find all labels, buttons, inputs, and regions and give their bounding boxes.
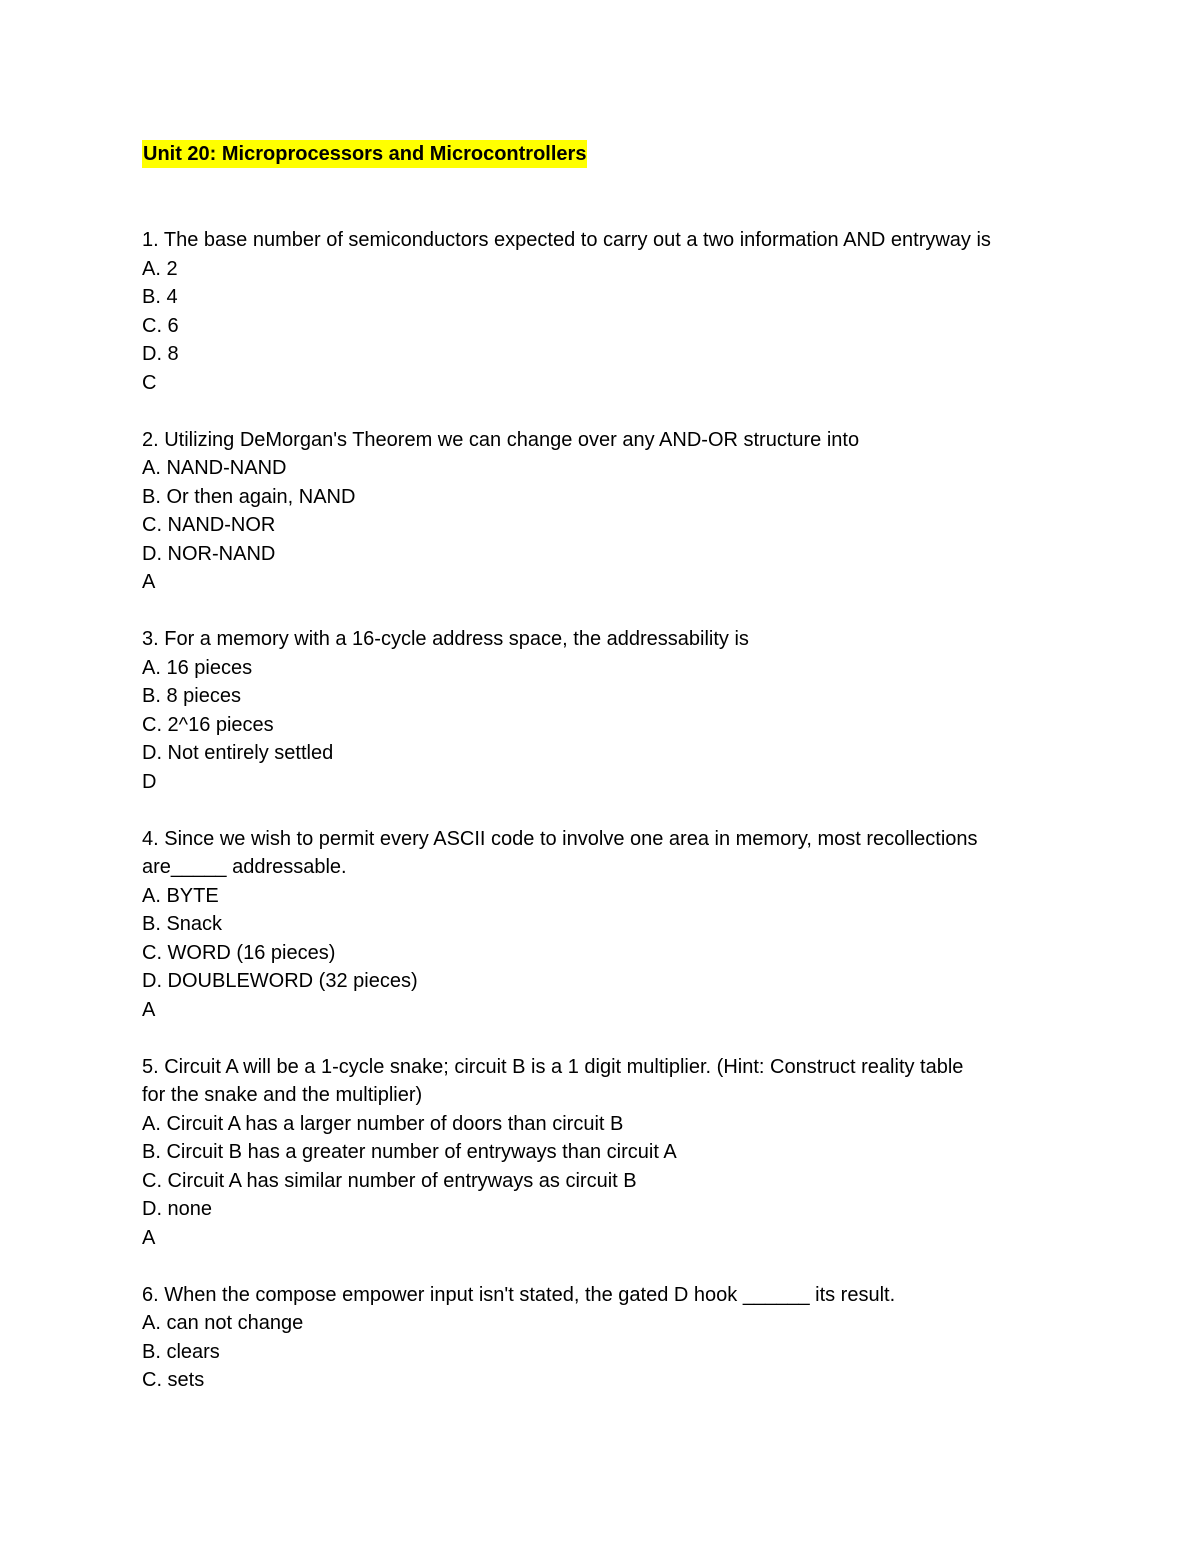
option-d: D. DOUBLEWORD (32 pieces) — [142, 970, 418, 992]
question-text: 1. The base number of semiconductors expected to carry out a two information AND entryway is — [142, 229, 991, 251]
option-b: B. 8 pieces — [142, 685, 241, 707]
question-1 — [142, 226, 1082, 397]
question-text: 6. When the compose empower input isn't stated, the gated D hook ______ its result. — [142, 1283, 896, 1306]
option-a: A. Circuit A has a larger number of doors than circuit B — [142, 1112, 624, 1135]
option-a: A. 2 — [142, 257, 178, 280]
answer: C — [142, 371, 157, 394]
option-c: C. 2^16 pieces — [142, 713, 274, 736]
answer: A — [142, 1226, 156, 1249]
answer: D — [142, 770, 157, 793]
question-text: 3. For a memory with a 16-cycle address space, the addressability is — [142, 628, 749, 650]
answer: A — [142, 998, 156, 1021]
answer: A — [142, 571, 156, 593]
question-text-line-1: 5. Circuit A will be a 1-cycle snake; circuit B is a 1 digit multiplier. (Hint: Construct reality table — [142, 1055, 964, 1078]
question-text-line-2: are_____ addressable. — [142, 856, 347, 878]
option-b: B. Or then again, NAND — [142, 485, 356, 508]
question-text-line-2: for the snake and the multiplier) — [142, 1084, 423, 1106]
option-d: D. NOR-NAND — [142, 542, 276, 565]
option-c: C. Circuit A has similar number of entryways as circuit B — [142, 1169, 637, 1192]
question-4 — [142, 825, 1082, 1025]
question-text: 2. Utilizing DeMorgan's Theorem we can change over any AND-OR structure into — [142, 428, 860, 451]
page-title: Unit 20: Microprocessors and Microcontrollers — [142, 140, 587, 168]
question-3 — [142, 625, 1082, 796]
option-a: A. NAND-NAND — [142, 457, 287, 479]
option-c: C. NAND-NOR — [142, 514, 276, 536]
option-c: C. 6 — [142, 314, 179, 337]
option-a: A. BYTE — [142, 884, 219, 907]
question-6 — [142, 1281, 1082, 1395]
document-page — [142, 140, 1082, 1395]
option-b: B. clears — [142, 1340, 220, 1363]
option-d: D. 8 — [142, 343, 179, 365]
option-a: A. can not change — [142, 1312, 304, 1334]
option-c: C. sets — [142, 1369, 205, 1391]
option-b: B. Circuit B has a greater number of entryways than circuit A — [142, 1141, 677, 1163]
option-b: B. Snack — [142, 913, 223, 935]
option-b: B. 4 — [142, 286, 178, 308]
question-text-line-1: 4. Since we wish to permit every ASCII code to involve one area in memory, most recollections — [142, 827, 978, 850]
option-d: D. none — [142, 1198, 213, 1220]
question-2 — [142, 426, 1082, 597]
option-a: A. 16 pieces — [142, 656, 253, 679]
option-d: D. Not entirely settled — [142, 742, 334, 764]
question-5 — [142, 1053, 1082, 1253]
option-c: C. WORD (16 pieces) — [142, 941, 336, 964]
